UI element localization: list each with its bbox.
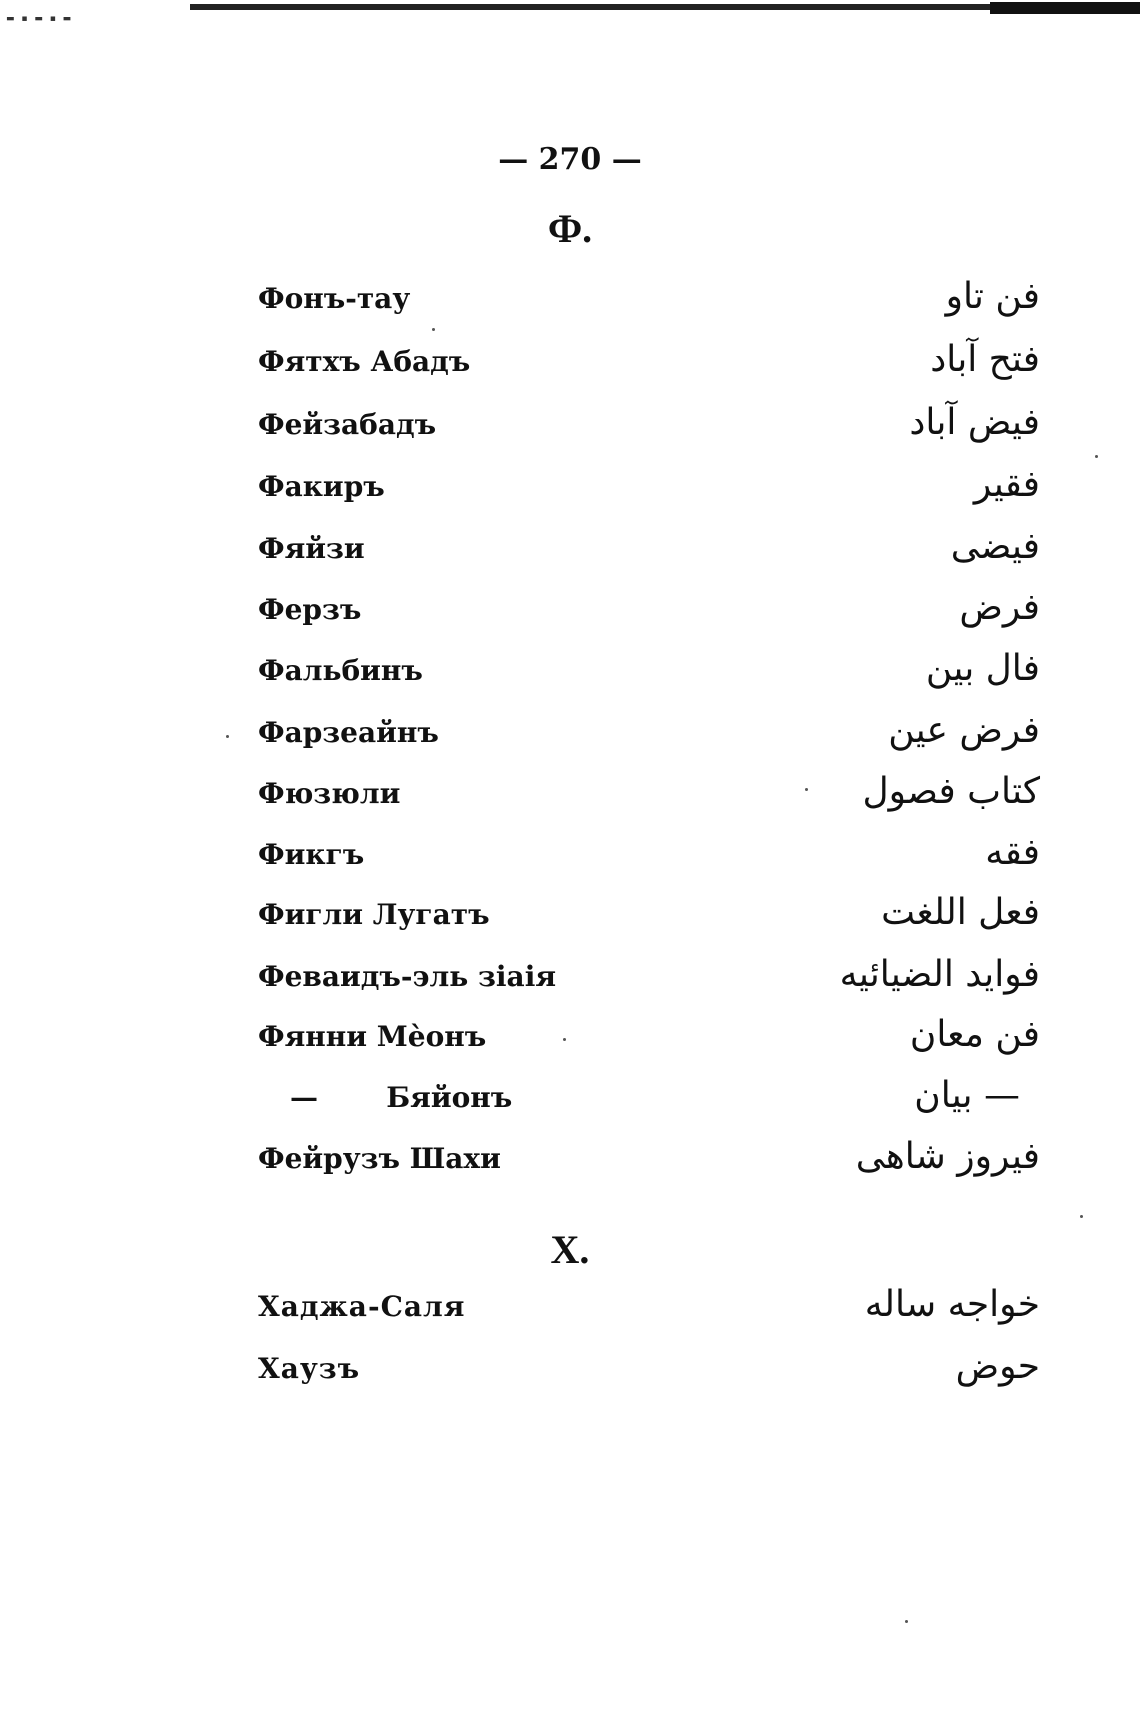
list-item <box>0 339 1140 405</box>
list-item <box>0 1075 1140 1141</box>
entry-russian: Фигли Лугатъ <box>258 898 490 931</box>
list-item <box>0 771 1140 837</box>
list-item <box>0 648 1140 714</box>
entry-arabic: فتح آباد <box>930 339 1040 380</box>
section-heading-kh: Х. <box>550 1227 590 1272</box>
entry-russian: Фальбинъ <box>258 654 423 687</box>
entry-arabic: فقیر <box>973 464 1040 505</box>
list-item <box>0 464 1140 530</box>
entry-arabic: فال بین <box>925 648 1040 689</box>
entry-arabic: فعل اللغت <box>881 892 1040 933</box>
list-item <box>0 276 1140 342</box>
entry-arabic: فرض عین <box>888 710 1040 751</box>
list-item <box>0 954 1140 1020</box>
page-number: — 270 — <box>498 142 642 177</box>
entry-russian: Фяйзи <box>258 532 365 565</box>
list-item <box>0 526 1140 592</box>
list-item <box>0 402 1140 468</box>
list-item <box>0 1014 1140 1080</box>
list-item <box>0 710 1140 776</box>
entry-russian: Фикгъ <box>258 838 365 871</box>
entry-arabic: فن تاو <box>945 276 1040 317</box>
entry-arabic: فیروز شاهی <box>855 1136 1040 1177</box>
list-item <box>0 1136 1140 1202</box>
list-item <box>0 1284 1140 1350</box>
entry-russian: Ферзъ <box>258 593 362 626</box>
scan-speck <box>1095 455 1098 458</box>
scan-speck <box>226 735 229 738</box>
entry-arabic: خواجه ساله <box>864 1284 1040 1325</box>
entry-russian: Фянни Мѐонъ <box>258 1020 487 1053</box>
scan-speck <box>805 788 808 791</box>
list-item <box>0 832 1140 898</box>
list-item <box>0 892 1140 958</box>
entry-arabic: — بیان <box>914 1075 1020 1116</box>
entry-russian: Хаузъ <box>258 1352 361 1385</box>
entry-arabic: فن معان <box>909 1014 1040 1055</box>
entry-arabic: فرض <box>959 587 1040 628</box>
entry-russian: Фятхъ Абадъ <box>258 345 471 378</box>
scan-speck <box>1080 1215 1083 1218</box>
entry-russian: Хаджа-Саля <box>258 1290 466 1323</box>
scan-mark: ▬ ▪ ▬ ▪ ▬ <box>6 14 74 24</box>
scan-top-border-thick <box>990 2 1140 14</box>
section-heading-f: Ф. <box>547 206 593 251</box>
entry-arabic: فواید الضیائیه <box>839 954 1040 995</box>
entry-arabic: فیض آباد <box>909 402 1040 443</box>
entry-russian: Фейрузъ Шахи <box>258 1142 501 1175</box>
list-item <box>0 587 1140 653</box>
entry-arabic: فقه <box>985 832 1040 873</box>
entry-russian: Фюзюли <box>258 777 401 810</box>
entry-arabic: فیضی <box>950 526 1040 567</box>
scan-speck <box>563 1038 566 1041</box>
scan-speck <box>905 1620 908 1623</box>
list-item <box>0 1346 1140 1412</box>
entry-russian: Факиръ <box>258 470 385 503</box>
entry-russian: — Бяйонъ <box>290 1081 513 1114</box>
entry-arabic: حوض <box>955 1346 1040 1387</box>
scan-speck <box>432 328 435 331</box>
entry-russian: Фонъ-тау <box>258 282 411 315</box>
entry-russian: Феваидъ-эль зіаія <box>258 960 557 993</box>
entry-russian: Фарзеайнъ <box>258 716 439 749</box>
entry-arabic: کتاب فصول <box>862 771 1040 812</box>
entry-russian: Фейзабадъ <box>258 408 437 441</box>
